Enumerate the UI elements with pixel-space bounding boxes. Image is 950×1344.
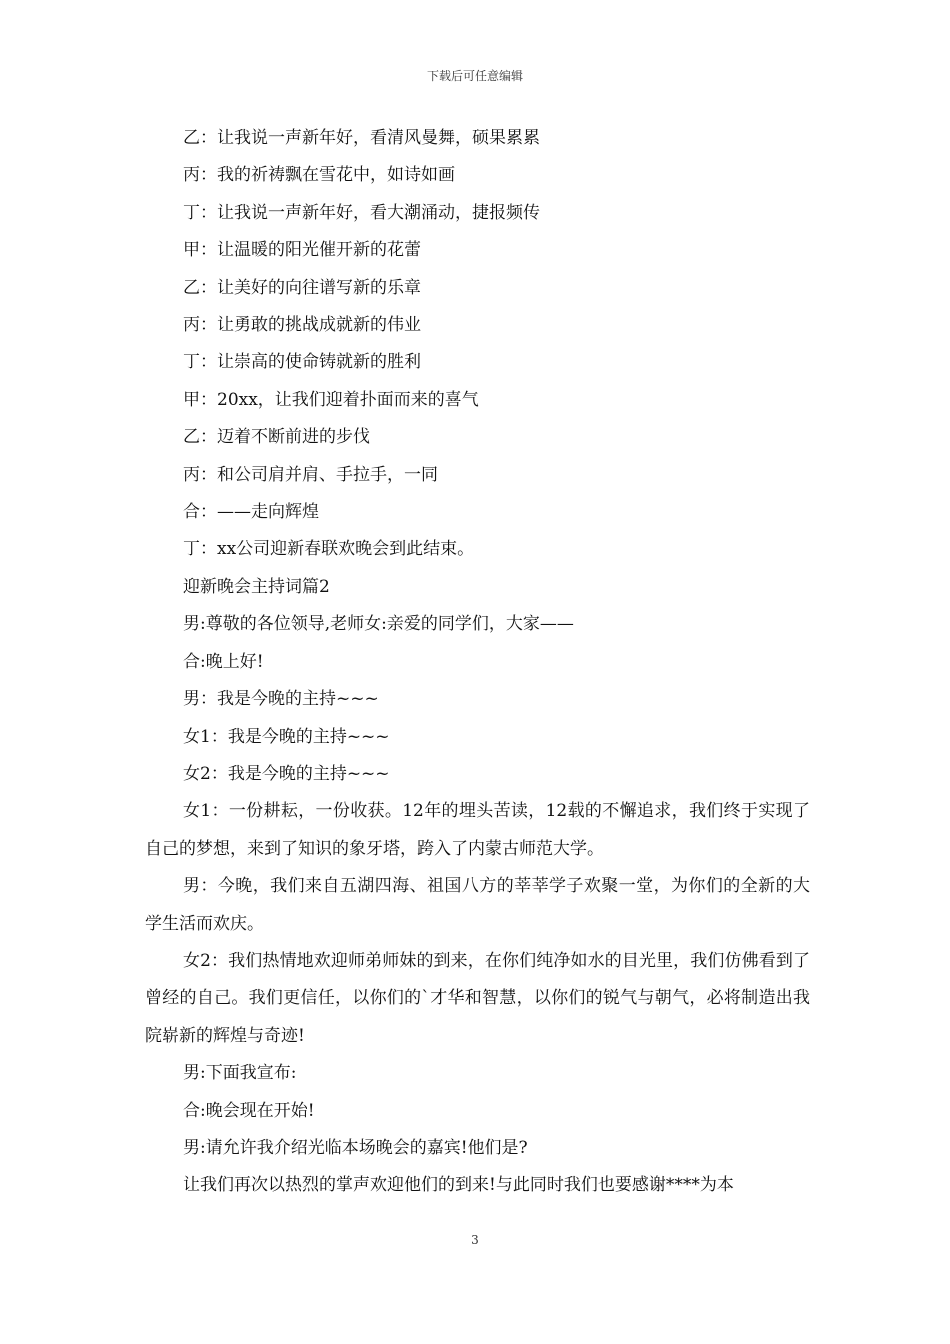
text-line: 乙：让我说一声新年好，看清风曼舞，硕果累累 bbox=[183, 128, 540, 148]
section-heading: 迎新晚会主持词篇2 bbox=[183, 576, 330, 597]
text-line: 男:尊敬的各位领导,老师女:亲爱的同学们，大家—— bbox=[183, 614, 574, 635]
text-line: 丁：xx公司迎新春联欢晚会到此结束。 bbox=[183, 539, 475, 560]
text-line: 乙：迈着不断前进的步伐 bbox=[183, 427, 370, 448]
text-line: 让我们再次以热烈的掌声欢迎他们的到来!与此同时我们也要感谢****为本 bbox=[183, 1175, 734, 1196]
text-line: 丁：让我说一声新年好，看大潮涌动，捷报频传 bbox=[183, 202, 540, 223]
text-line: 乙：让美好的向往谱写新的乐章 bbox=[183, 277, 421, 298]
paragraph: 女1：一份耕耘，一份收获。12年的埋头苦读，12载的不懈追求，我们终于实现了自己的梦想，来到了知识的象牙塔，跨入了内蒙古师范大学。 bbox=[145, 801, 810, 859]
text-line: 合:晚上好! bbox=[183, 651, 264, 672]
text-line: 甲：20xx，让我们迎着扑面而来的喜气 bbox=[183, 389, 479, 410]
text-line: 甲：让温暖的阳光催开新的花蕾 bbox=[183, 240, 421, 261]
page-header: 下载后可任意编辑 bbox=[426, 69, 523, 83]
text-line: 合：——走向辉煌 bbox=[183, 502, 319, 523]
text-line: 丙：我的祈祷飘在雪花中，如诗如画 bbox=[183, 165, 455, 186]
text-line: 男:下面我宣布: bbox=[183, 1063, 297, 1084]
text-line: 合:晚会现在开始! bbox=[183, 1100, 315, 1121]
text-line: 男:请允许我介绍光临本场晚会的嘉宾!他们是? bbox=[183, 1137, 528, 1158]
paragraph: 女2：我们热情地欢迎师弟师妹的到来，在你们纯净如水的目光里，我们仿佛看到了曾经的自己。我们更信任，以你们的`才华和智慧，以你们的锐气与朝气，必将制造出我院崭新的辉煌与奇迹! bbox=[145, 950, 810, 1046]
page-number: 3 bbox=[471, 1233, 479, 1247]
text-line: 女2：我是今晚的主持~~~ bbox=[183, 763, 390, 784]
text-line: 丙：让勇敢的挑战成就新的伟业 bbox=[183, 315, 421, 336]
text-line: 男：我是今晚的主持~~~ bbox=[183, 689, 379, 710]
text-line: 丁：让崇高的使命铸就新的胜利 bbox=[183, 352, 421, 373]
document-body bbox=[145, 120, 810, 1205]
text-line: 丙：和公司肩并肩、手拉手，一同 bbox=[183, 464, 438, 485]
paragraph: 男：今晚，我们来自五湖四海、祖国八方的莘莘学子欢聚一堂，为你们的全新的大学生活而欢庆。 bbox=[145, 876, 810, 934]
text-line: 女1：我是今晚的主持~~~ bbox=[183, 726, 390, 747]
